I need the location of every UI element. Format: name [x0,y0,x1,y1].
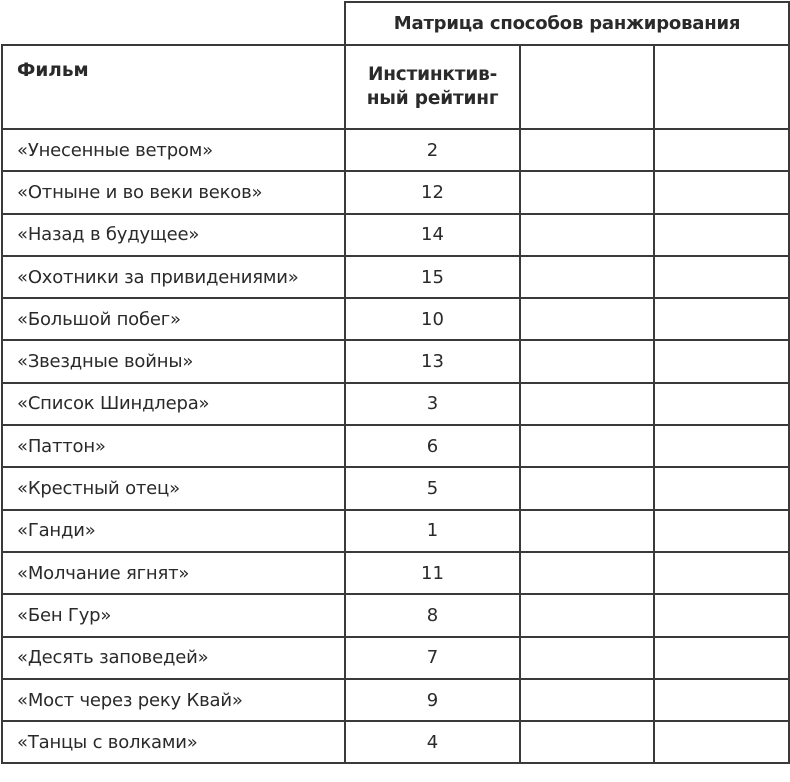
method3-cell [654,721,789,763]
film-title-cell: «Бен Гур» [2,594,345,636]
instinctive-rank-cell: 7 [345,637,520,679]
table-row [2,129,789,171]
film-title-cell: «Унесенные ветром» [2,129,345,171]
method2-cell [520,214,654,256]
table-row [2,467,789,509]
method3-cell [654,679,789,721]
method2-cell [520,340,654,382]
method3-cell [654,340,789,382]
method2-cell [520,594,654,636]
film-title-cell: «Назад в будущее» [2,214,345,256]
method3-cell [654,594,789,636]
film-title-cell: «Отныне и во веки веков» [2,171,345,213]
method2-cell [520,510,654,552]
method2-cell [520,721,654,763]
method2-cell [520,171,654,213]
table-row [2,214,789,256]
method3-column-header [654,45,789,129]
method2-column-header [520,45,654,129]
film-title-cell: «Молчание ягнят» [2,552,345,594]
method3-cell [654,171,789,213]
instinctive-rank-cell: 6 [345,425,520,467]
instinctive-rank-cell: 8 [345,594,520,636]
method3-cell [654,256,789,298]
film-title-cell: «Танцы с волками» [2,721,345,763]
instinctive-rank-cell: 2 [345,129,520,171]
matrix-title: Матрица способов ранжирования [345,2,789,45]
table-row [2,721,789,763]
table-row [2,171,789,213]
method3-cell [654,383,789,425]
instinctive-rank-cell: 11 [345,552,520,594]
table-row [2,256,789,298]
film-title-cell: «Десять заповедей» [2,637,345,679]
method2-cell [520,256,654,298]
instinctive-rank-cell: 12 [345,171,520,213]
instinctive-rank-cell: 14 [345,214,520,256]
method2-cell [520,383,654,425]
instinctive-rank-cell: 9 [345,679,520,721]
table-row [2,298,789,340]
instinctive-rank-cell: 4 [345,721,520,763]
table-row [2,679,789,721]
instinctive-rank-cell: 3 [345,383,520,425]
table-row [2,425,789,467]
instinctive-rank-cell: 10 [345,298,520,340]
instinctive-header-line1: Инстинктив- [367,64,498,85]
film-title-cell: «Крестный отец» [2,467,345,509]
table-row [2,552,789,594]
instinctive-rank-cell: 1 [345,510,520,552]
film-title-cell: «Список Шиндлера» [2,383,345,425]
film-title-cell: «Охотники за привидениями» [2,256,345,298]
film-title-cell: «Мост через реку Квай» [2,679,345,721]
table-row [2,637,789,679]
film-title-cell: «Ганди» [2,510,345,552]
method3-cell [654,637,789,679]
method2-cell [520,637,654,679]
instinctive-rating-column-header [345,45,520,129]
method3-cell [654,467,789,509]
method3-cell [654,214,789,256]
method2-cell [520,129,654,171]
film-title-cell: «Большой побег» [2,298,345,340]
empty-corner-cell [2,2,345,45]
method2-cell [520,425,654,467]
instinctive-rank-cell: 13 [345,340,520,382]
ranking-matrix-table [1,1,790,764]
film-column-header: Фильм [2,45,345,129]
table-row [2,510,789,552]
table-row [2,594,789,636]
method3-cell [654,425,789,467]
table-row [2,383,789,425]
instinctive-rank-cell: 15 [345,256,520,298]
method3-cell [654,298,789,340]
method3-cell [654,552,789,594]
method2-cell [520,298,654,340]
instinctive-header-line2: ный рейтинг [366,88,499,109]
table-row [2,340,789,382]
method2-cell [520,679,654,721]
instinctive-rank-cell: 5 [345,467,520,509]
film-title-cell: «Звездные войны» [2,340,345,382]
method2-cell [520,467,654,509]
method3-cell [654,510,789,552]
method3-cell [654,129,789,171]
film-title-cell: «Паттон» [2,425,345,467]
method2-cell [520,552,654,594]
